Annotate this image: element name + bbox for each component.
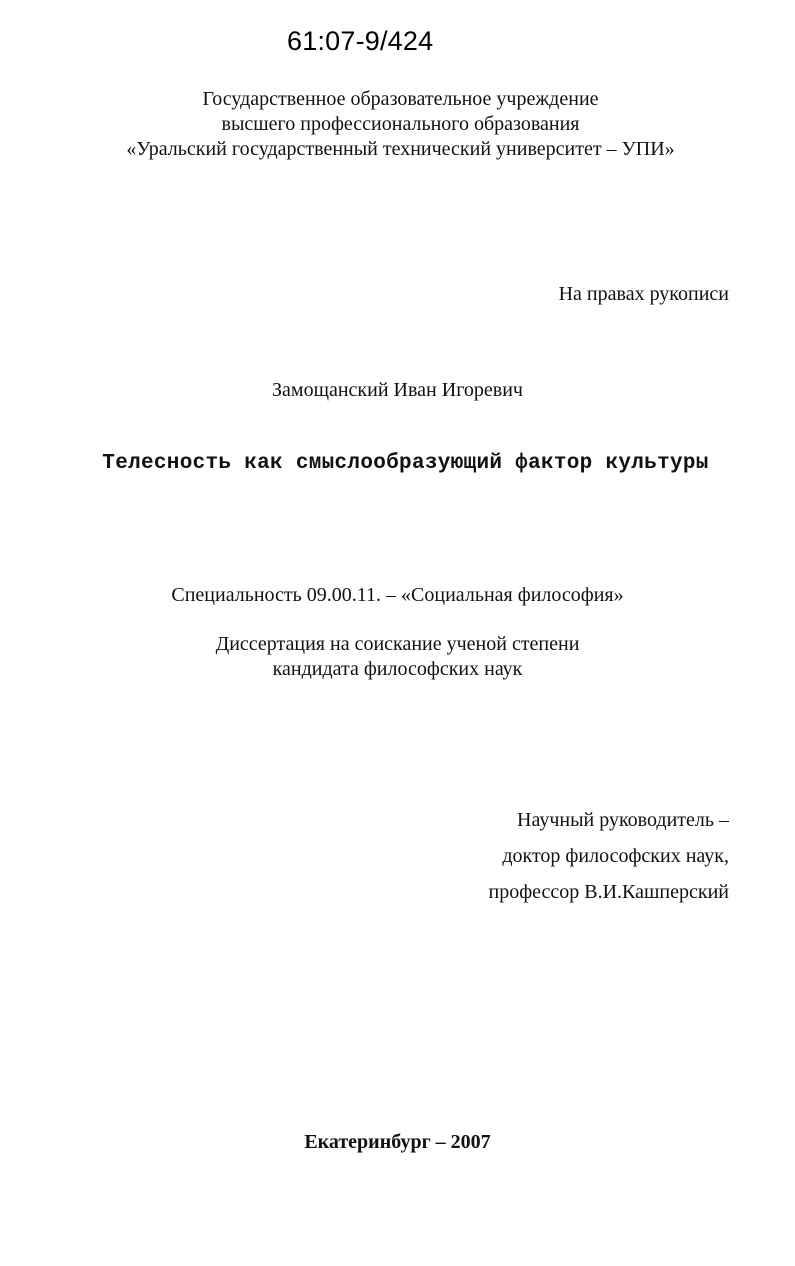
city-year: Екатеринбург – 2007	[304, 1131, 491, 1153]
supervisor-line: доктор философских наук,	[502, 845, 729, 867]
institution-line: «Уральский государственный технический университет – УПИ»	[126, 138, 675, 160]
supervisor-line: профессор В.И.Кашперский	[488, 881, 729, 903]
institution-line: Государственное образовательное учреждение	[202, 88, 599, 110]
degree-block	[0, 632, 795, 682]
catalog-number: 61:07-9/424	[287, 26, 434, 56]
degree-line: кандидата философских наук	[272, 658, 523, 680]
thesis-title: Телесность как смыслообразующий фактор культуры	[102, 452, 709, 475]
supervisor-line: Научный руководитель –	[517, 809, 729, 831]
author-name: Замощанский Иван Игоревич	[272, 379, 523, 401]
degree-line: Диссертация на соискание ученой степени	[215, 633, 580, 655]
institution-line: высшего профессионального образования	[221, 113, 580, 135]
specialty-line: Специальность 09.00.11. – «Социальная философия»	[171, 584, 624, 606]
supervisor-block	[488, 802, 729, 910]
manuscript-note: На правах рукописи	[558, 283, 729, 305]
institution-block	[3, 87, 795, 162]
